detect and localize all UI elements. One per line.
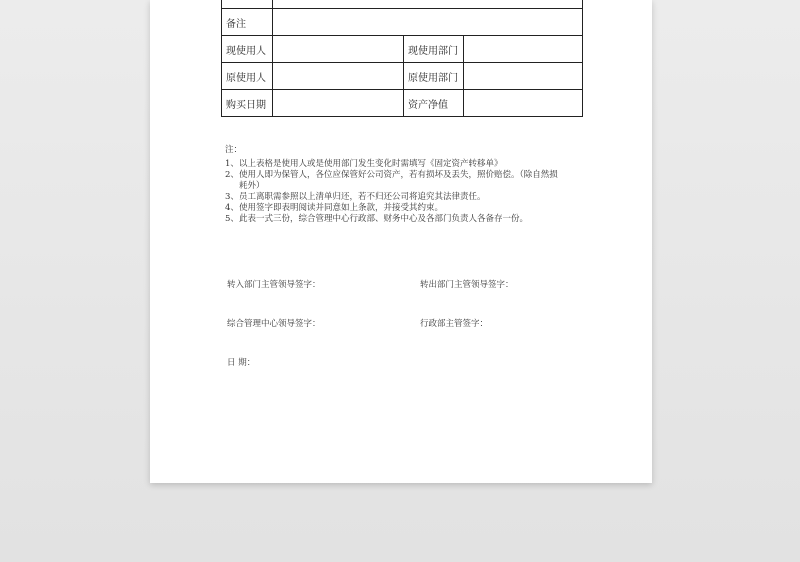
table-row (222, 90, 583, 117)
note-number: 2、 (225, 170, 239, 180)
original-user-label: 原使用人 (222, 63, 273, 90)
list-item (225, 170, 565, 192)
current-dept-value (464, 36, 583, 63)
remarks-label: 备注 (222, 9, 273, 36)
notes-section (225, 145, 565, 225)
note-number: 5、 (225, 214, 239, 224)
net-value-value (464, 90, 583, 117)
original-dept-value (464, 63, 583, 90)
purchase-date-label: 购买日期 (222, 90, 273, 117)
note-number: 3、 (225, 192, 239, 202)
note-text: 使用签字即表明阅读并同意如上条款，并接受其约束。 (239, 203, 444, 213)
remarks-value (273, 9, 583, 36)
note-number: 1、 (225, 159, 239, 169)
purchase-date-value (273, 90, 404, 117)
table-row (222, 9, 583, 36)
current-dept-label: 现使用部门 (404, 36, 464, 63)
original-user-value (273, 63, 404, 90)
admin-center-signature-label: 综合管理中心领导签字： (227, 319, 321, 329)
note-text: 员工离职需参照以上清单归还，若不归还公司将追究其法律责任。 (239, 192, 486, 202)
list-item (225, 159, 565, 170)
transfer-in-signature-label: 转入部门主管领导签字： (227, 280, 321, 290)
table-row (222, 63, 583, 90)
date-label: 日 期： (227, 358, 256, 368)
table-cell (222, 0, 273, 9)
list-item (225, 192, 565, 203)
current-user-value (273, 36, 404, 63)
table-row (222, 36, 583, 63)
transfer-out-signature-label: 转出部门主管领导签字： (420, 280, 514, 290)
original-dept-label: 原使用部门 (404, 63, 464, 90)
note-number: 4、 (225, 203, 239, 213)
current-user-label: 现使用人 (222, 36, 273, 63)
list-item (225, 203, 565, 214)
net-value-label: 资产净值 (404, 90, 464, 117)
document-page (150, 0, 652, 483)
note-text: 使用人即为保管人，各位应保管好公司资产，若有损坏及丢失，照价赔偿。（除自然损耗外） (239, 170, 558, 191)
asset-transfer-table (221, 0, 583, 117)
note-text: 以上表格是使用人或是使用部门发生变化时需填写《固定资产转移单》 (239, 159, 503, 169)
admin-dept-signature-label: 行政部主管签字： (420, 319, 489, 329)
table-row (222, 0, 583, 9)
notes-title: 注： (225, 145, 243, 155)
table-cell (273, 0, 583, 9)
list-item (225, 214, 565, 225)
note-text: 此表一式三份，综合管理中心行政部、财务中心及各部门负责人各备存一份。 (239, 214, 529, 224)
